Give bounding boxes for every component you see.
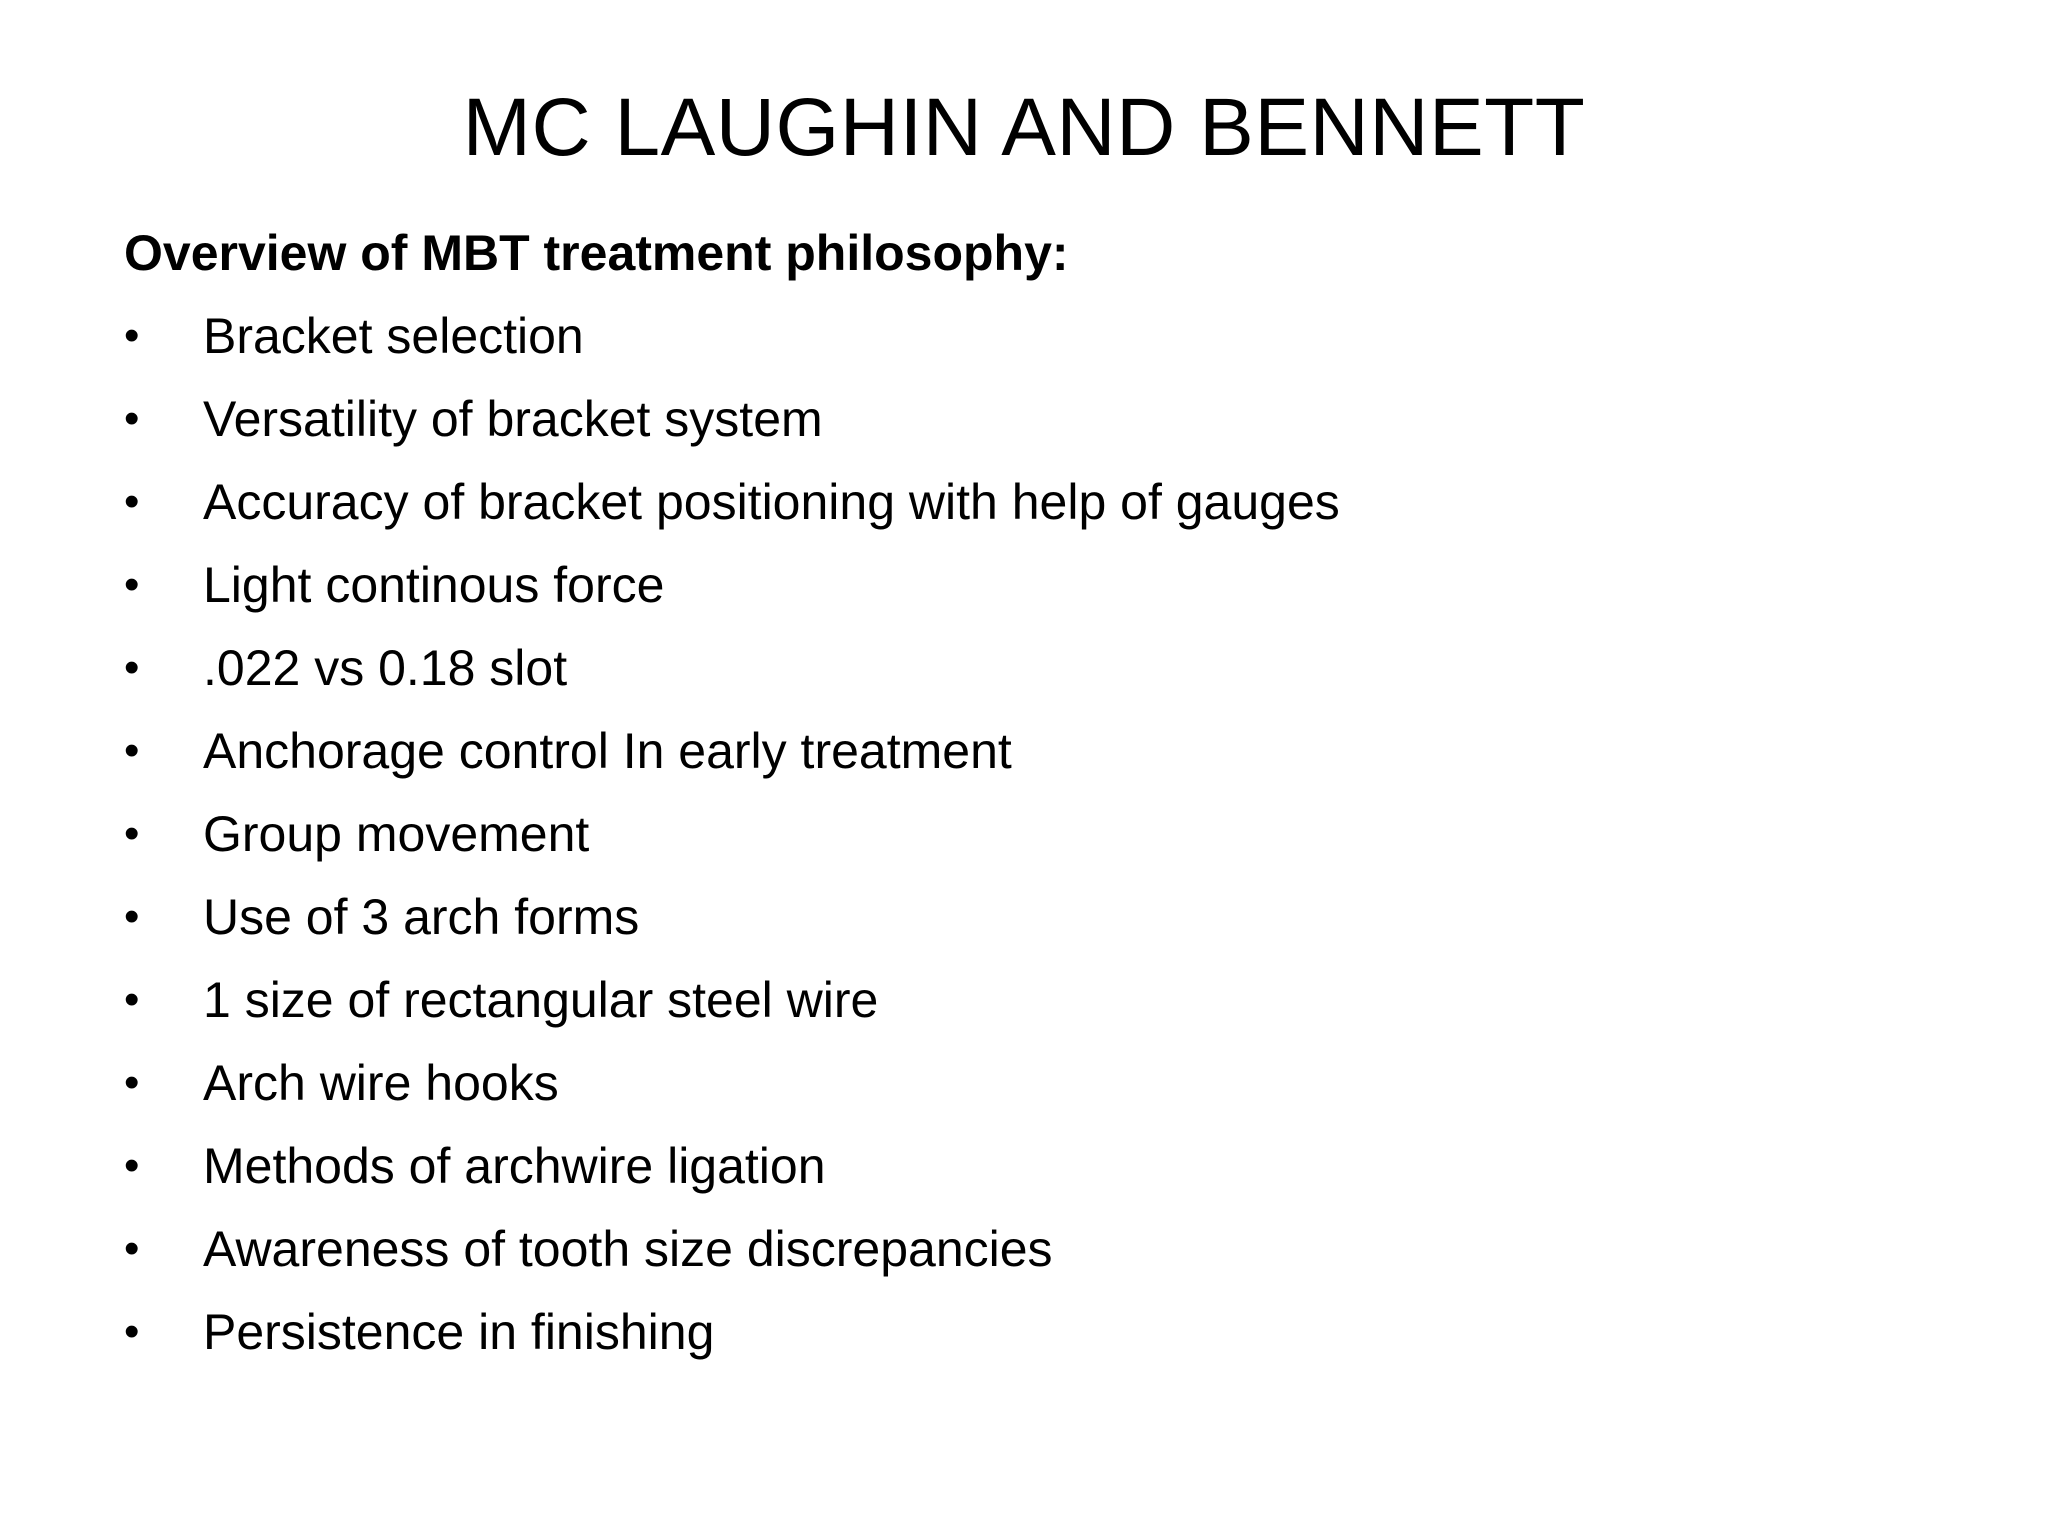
bullet-item — [124, 716, 1924, 786]
bullet-item — [124, 1297, 1924, 1367]
bullet-text: Persistence in finishing — [203, 1304, 715, 1360]
bullet-icon: • — [124, 726, 140, 775]
bullet-text: Versatility of bracket system — [203, 391, 823, 447]
subheading: Overview of MBT treatment philosophy: — [124, 225, 1069, 281]
bullet-item — [124, 882, 1924, 952]
bullet-text: Arch wire hooks — [203, 1055, 559, 1111]
bullet-item — [124, 799, 1924, 869]
bullet-text: Methods of archwire ligation — [203, 1138, 826, 1194]
bullet-item — [124, 384, 1924, 454]
bullet-icon: • — [124, 560, 140, 609]
bullet-text: 1 size of rectangular steel wire — [203, 972, 879, 1028]
bullet-icon: • — [124, 1307, 140, 1356]
bullet-text: Light continous force — [203, 557, 665, 613]
bullet-item — [124, 550, 1924, 620]
bullet-icon: • — [124, 809, 140, 858]
bullet-item — [124, 467, 1924, 537]
bullet-text: Anchorage control In early treatment — [203, 723, 1012, 779]
bullet-text: Use of 3 arch forms — [203, 889, 640, 945]
bullet-item — [124, 965, 1924, 1035]
bullet-text: Group movement — [203, 806, 590, 862]
bullet-icon: • — [124, 643, 140, 692]
slide-content — [124, 218, 1924, 1380]
bullet-icon: • — [124, 311, 140, 360]
bullet-icon: • — [124, 394, 140, 443]
bullet-item — [124, 1214, 1924, 1284]
bullet-item — [124, 301, 1924, 371]
bullet-item — [124, 1131, 1924, 1201]
slide-title: MC LAUGHIN AND BENNETT — [462, 82, 1586, 173]
bullet-icon: • — [124, 892, 140, 941]
bullet-icon: • — [124, 975, 140, 1024]
bullet-list — [124, 301, 1924, 1367]
bullet-text: Bracket selection — [203, 308, 584, 364]
bullet-icon: • — [124, 1141, 140, 1190]
bullet-item — [124, 1048, 1924, 1118]
bullet-icon: • — [124, 1058, 140, 1107]
bullet-icon: • — [124, 1224, 140, 1273]
bullet-text: .022 vs 0.18 slot — [203, 640, 568, 696]
bullet-text: Awareness of tooth size discrepancies — [203, 1221, 1053, 1277]
bullet-text: Accuracy of bracket positioning with help of gauges — [203, 474, 1340, 530]
bullet-item — [124, 633, 1924, 703]
bullet-icon: • — [124, 477, 140, 526]
